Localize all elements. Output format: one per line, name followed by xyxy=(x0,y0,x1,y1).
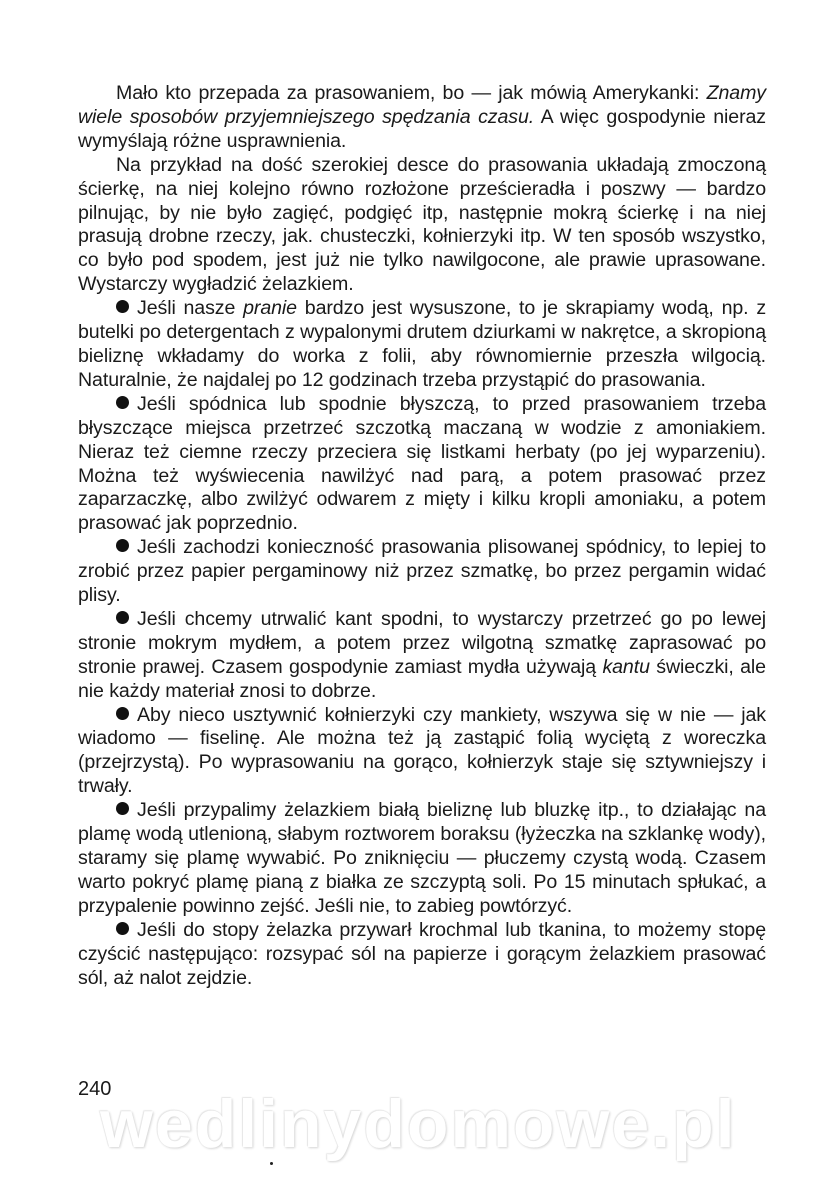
paragraph xyxy=(78,919,766,991)
paragraph xyxy=(78,154,766,297)
bullet-icon xyxy=(116,707,129,720)
bullet-icon xyxy=(116,802,129,815)
watermark: wedlinydomowe.pl xyxy=(100,1086,737,1162)
paragraph-text: Jeśli do stopy żelazka przywarł krochmal lub tkanina, to możemy stopę czyścić następująco: rozsypać sól na papierze i gorącym żelazkiem prasować sól, aż nalot zejdzie. xyxy=(78,918,766,989)
page-number: 240 xyxy=(78,1078,112,1100)
paragraph xyxy=(78,297,766,393)
paragraph-text: świeczki, ale nie każdy materiał znosi to dobrze. xyxy=(78,655,766,702)
paragraph-text: Jeśli przypalimy żelazkiem białą bieliznę lub bluzkę itp., to działając na plamę wodą utlenioną, słabym roztworem boraksu (łyżeczka na szklankę wody), staramy się plamę wywabić. Po zniknięciu — płuczemy czystą wodą. Czasem warto pokryć plamę pianą z białka ze szczyptą soli. Po 15 minutach spłukać, a przypalenie powinno zejść. Jeśli nie, to zabieg powtórzyć. xyxy=(78,799,766,917)
paragraph xyxy=(78,82,766,154)
paragraph-text: Mało kto przepada za prasowaniem, bo — jak mówią Amerykanki: xyxy=(116,82,707,104)
paragraph xyxy=(78,704,766,800)
paragraph-text: bardzo jest wysuszone, to je skrapiamy wodą, np. z butelki po detergentach z wypalonymi drutem dziurkami w nakrętce, a skropioną bieliznę wkładamy do worka z folii, aby równomiernie przeszła wilgocią. Naturalnie, że najdalej po 12 godzinach trzeba przystąpić do prasowania. xyxy=(78,297,767,391)
paragraph-text: Na przykład na dość szerokiej desce do prasowania układają zmoczoną ścierkę, na niej kolejno równo rozłożone prześcieradła i poszwy — bardzo pilnując, by nie było zagięć, podgięć itp, następnie mokrą ścierkę i na niej prasują drobne rzeczy, jak. chusteczki, kołnierzyki itp. W ten sposób wszystko, co było pod spodem, jest już nie tylko nawilgocone, ale prawie uprasowane. Wystarczy wygładzić żelazkiem. xyxy=(78,153,766,296)
bullet-icon xyxy=(116,300,129,313)
paragraph xyxy=(78,608,766,704)
paragraph-text: A więc gospodynie nieraz wymyślają różne usprawnienia. xyxy=(78,105,766,152)
bullet-icon xyxy=(116,396,129,409)
paragraph-text: Aby nieco usztywnić kołnierzyki czy mankiety, wszywa się w nie — jak wiadomo — fiselinę. Ale można też ją zastąpić folią wyciętą z woreczka (przejrzystą). Po wyprasowaniu na gorąco, kołnierzyk staje się sztywniejszy i trwały. xyxy=(78,703,766,798)
paragraph xyxy=(78,799,766,919)
print-speck xyxy=(270,1162,273,1165)
paragraph xyxy=(78,536,766,608)
bullet-icon xyxy=(116,539,129,552)
italic-text: Znamy wiele sposobów przyjemniejszego spędzania czasu. xyxy=(78,82,766,128)
bullet-icon xyxy=(116,611,129,624)
paragraph-text: Jeśli nasze xyxy=(137,297,244,320)
paragraph-text: Jeśli zachodzi konieczność prasowania plisowanej spódnicy, to lepiej to zrobić przez papier pergaminowy niż przez szmatkę, bo przez pergamin widać plisy. xyxy=(78,536,766,607)
paragraph-text: Jeśli chcemy utrwalić kant spodni, to wystarczy przetrzeć go po lewej stronie mokrym mydłem, a potem przez wilgotną szmatkę zaprasować po stronie prawej. Czasem gospodynie zamiast mydła używają xyxy=(78,607,766,678)
bullet-icon xyxy=(116,922,129,935)
paragraph-text: Jeśli spódnica lub spodnie błyszczą, to przed prasowaniem trzeba błyszczące miejsca przetrzeć szczotką maczaną w wodzie z amoniakiem. Nieraz też ciemne rzeczy przeciera się listkami herbaty (po jej wyparzeniu). Można też wyświecenia nawilżyć nad parą, a potem prasować przez zaparzaczkę, albo zwilżyć odwarem z mięty i kilku kropli amoniaku, a potem prasować jak poprzednio. xyxy=(78,392,766,535)
italic-text: kantu xyxy=(602,655,650,678)
paragraph xyxy=(78,393,766,536)
italic-text: pranie xyxy=(243,297,297,320)
body-text xyxy=(78,82,766,990)
